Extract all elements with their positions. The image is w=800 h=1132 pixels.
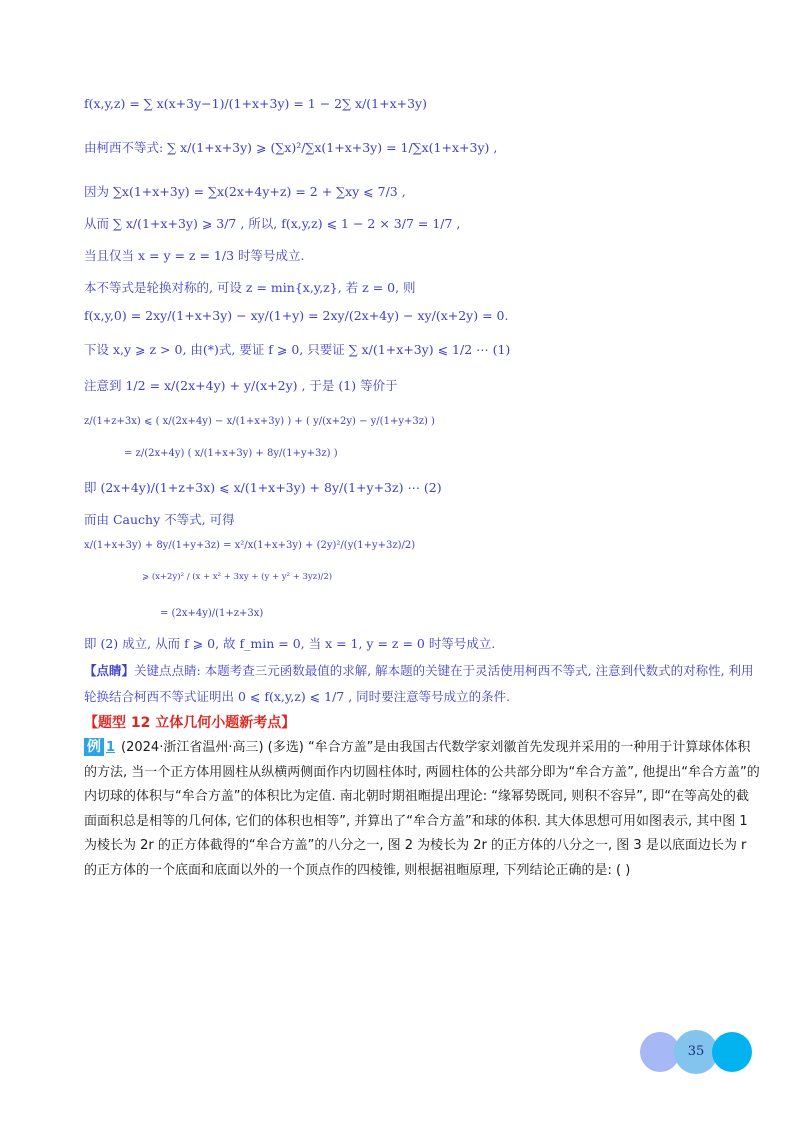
solution-line: ⩾ (x+2y)² / (x + x² + 3xy + (y + y² + 3yz)/2): [142, 572, 333, 582]
example-text: (2024·浙江省温州·高三) (多选) “牟合方盖”是由我国古代数学家刘徽首先发现并采用的一种用于计算球体体积的方法, 当一个正方体用圆柱从纵横两侧面作内切圆柱体时, 两圆柱体的公共部分即为“牟合方盖”, 他提出“牟合方盖”的内切球的体积与“牟合方盖”的体积比为定值. 南北朝时期祖暅提出理论: “缘幂势既同, 则积不容异”, 即“在等高处的截面面积总是相等的几何体, 它们的体积也相等”, 并算出了“牟合方盖”和球的体积. 其大体思想可用如图表示, 其中图 1 为棱长为 2r 的正方体截得的“牟合方盖”的八分之一, 图 2 为棱长为 2r 的正方体的八分之一, 图 3 是以底面边长为 r 的正方体的一个底面和底面以外的一个顶点作的四棱锥, 则根据祖暅原理, 下列结论正确的是: ( ): [84, 740, 760, 878]
solution-line: z/(1+z+3x) ⩽ ( x/(2x+4y) − x/(1+x+3y) ) + ( y/(x+2y) − y/(1+y+3z) ): [84, 416, 435, 427]
keypoint-text: 关键点点睛: 本题考查三元函数最值的求解, 解本题的关键在于灵活使用柯西不等式, 注意到代数式的对称性, 利用轮换结合柯西不等式证明出 0 ⩽ f(x,y,z) ⩽ 1/7 , 同时要注意等号成立的条件.: [84, 663, 754, 704]
solution-line: = (2x+4y)/(1+z+3x): [160, 608, 264, 619]
solution-line: 本不等式是轮换对称的, 可设 z = min{x,y,z}, 若 z = 0, 则: [84, 280, 416, 295]
example-problem: [84, 736, 760, 883]
solution-line: 从而 ∑ x/(1+x+3y) ⩾ 3/7 , 所以, f(x,y,z) ⩽ 1 − 2 × 3/7 = 1/7 ,: [84, 216, 461, 231]
solution-line: 下设 x,y ⩾ z > 0, 由(*)式, 要证 f ⩾ 0, 只要证 ∑ x/(1+x+3y) ⩽ 1/2 ⋯ (1): [84, 342, 511, 357]
keypoint-note: [84, 658, 764, 710]
page-number: 35: [687, 1044, 705, 1059]
solution-line: x/(1+x+3y) + 8y/(1+y+3z) = x²/x(1+x+3y) + (2y)²/(y(1+y+3z)/2): [84, 540, 416, 551]
solution-line: 当且仅当 x = y = z = 1/3 时等号成立.: [84, 248, 305, 263]
example-badge: 例: [84, 738, 104, 756]
example-number: 1: [106, 740, 116, 755]
solution-line: 而由 Cauchy 不等式, 可得: [84, 512, 235, 527]
section-title: 【题型 12 立体几何小题新考点】: [84, 715, 296, 731]
solution-line: 注意到 1/2 = x/(2x+4y) + y/(x+2y) , 于是 (1) 等价于: [84, 378, 398, 393]
solution-line: 因为 ∑x(1+x+3y) = ∑x(2x+4y+z) = 2 + ∑xy ⩽ 7/3 ,: [84, 184, 406, 199]
page-decoration-circle-right: [712, 1032, 752, 1072]
solution-line: = z/(2x+4y) ( x/(1+x+3y) + 8y/(1+y+3z) ): [124, 448, 338, 459]
solution-line: 即 (2) 成立, 从而 f ⩾ 0, 故 f_min = 0, 当 x = 1, y = z = 0 时等号成立.: [84, 636, 496, 651]
solution-line: f(x,y,z) = ∑ x(x+3y−1)/(1+x+3y) = 1 − 2∑ x/(1+x+3y): [84, 96, 427, 111]
solution-line: f(x,y,0) = 2xy/(1+x+3y) − xy/(1+y) = 2xy/(2x+4y) − xy/(x+2y) = 0.: [84, 308, 509, 323]
solution-line: 即 (2x+4y)/(1+z+3x) ⩽ x/(1+x+3y) + 8y/(1+y+3z) ⋯ (2): [84, 480, 442, 495]
solution-line: 由柯西不等式: ∑ x/(1+x+3y) ⩾ (∑x)²/∑x(1+x+3y) = 1/∑x(1+x+3y) ,: [84, 140, 498, 155]
keypoint-tag: 【点睛】: [84, 663, 135, 678]
